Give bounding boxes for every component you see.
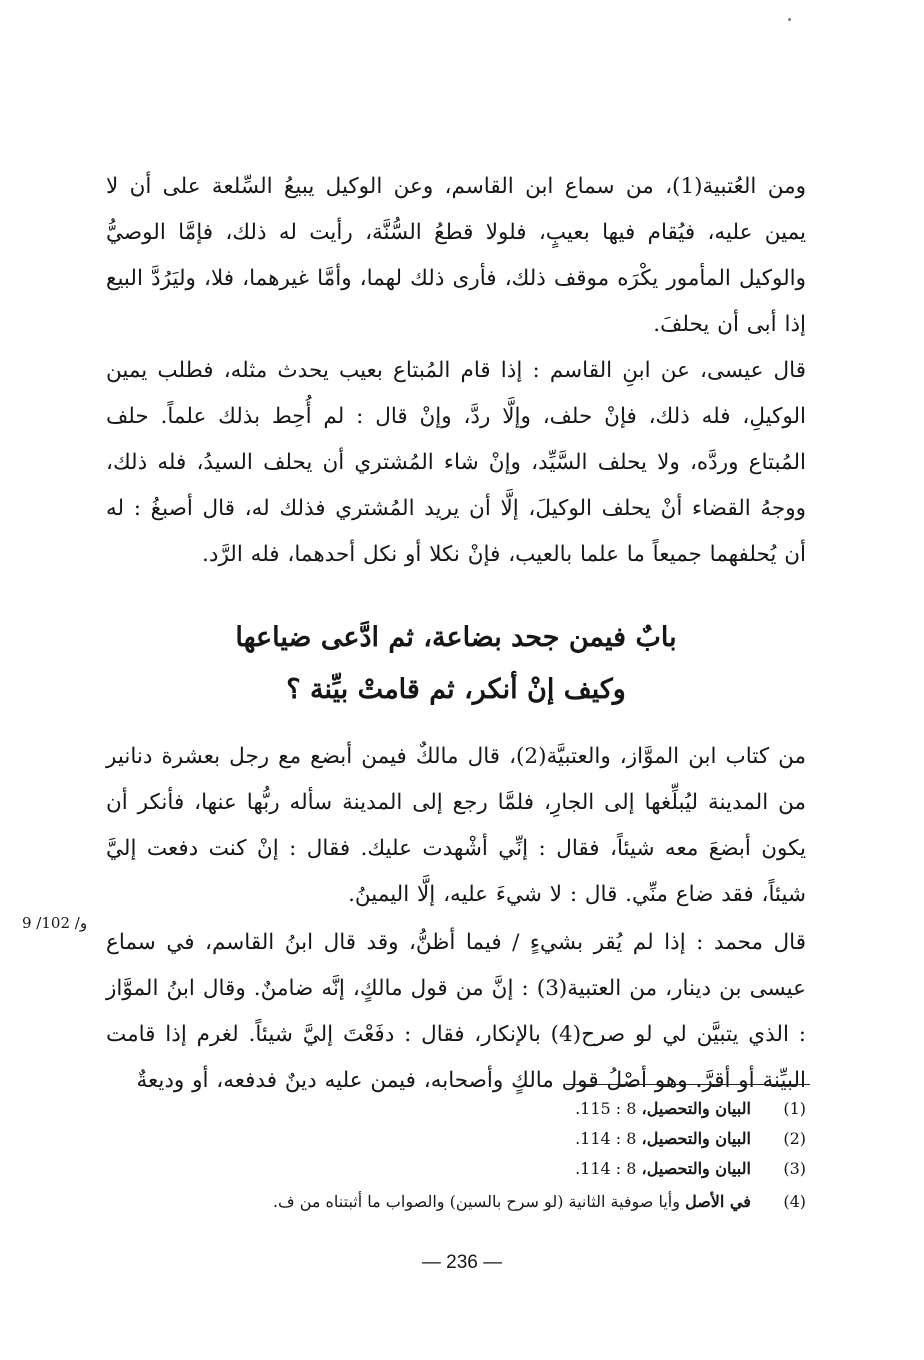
margin-folio-note: 9 /102 /و	[22, 914, 88, 932]
footnote-number: (3)	[783, 1159, 806, 1178]
paragraph-4: قال محمد : إذا لم يُقر بشيءٍ / فيما أظنُّ، وقد قال ابنُ القاسم، في سماع عيسى بن دينار، من العتبية(3) : إنَّ من قول مالكٍ، إنَّه ضامنٌ. وقال ابنُ الموَّاز : الذي يتبيَّن لي لو صرح(4) بالإنكار، فقال : دفَعْتَ إليَّ شيئاً. لغرم إذا قامت البيِّنة أو أقرَّ. وهو أصْلُ قول مالكٍ وأصحابه، فيمن عليه دينٌ فدفعه، أو وديعةٌ	[106, 929, 806, 1093]
section-heading	[106, 612, 806, 716]
footnote-2	[106, 1127, 806, 1151]
paragraph-2: قال عيسى، عن ابنِ القاسم : إذا قام المُبتاع بعيب يحدث مثله، فطلب يمين الوكيلِ، فله ذلك، فإنْ حلف، وإلَّا ردَّ، وإنْ قال : لم أُحِط بذلك علماً. حلف المُبتاع وردَّه، ولا يحلف السَّيِّد، وإنْ شاء المُشتري أن يحلف السيدُ، فله ذلك، ووجهُ القضاء أنْ يحلف الوكيلَ، إلَّا أن يريد المُشتري فذلك له، قال أصبغُ : له أن يُحلفهما جميعاً ما علما بالعيب، فإنْ نكلا أو نكل أحدهما، فله الرَّد.	[106, 357, 806, 567]
footnote-number: (2)	[783, 1129, 806, 1148]
heading-line-2: وكيف إنْ أنكر، ثم قامتْ بيِّنة ؟	[286, 674, 626, 705]
footnote-4	[106, 1190, 806, 1214]
paragraph-3: من كتاب ابن الموَّاز، والعتبيَّة(2)، قال مالكٌ فيمن أبضع مع رجل بعشرة دنانير من المدينة ليُبلِّغها إلى الجارِ، فلمَّا رجع إلى المدينة سأله ربُّها عنها، فأنكر أن يكون أبضعَ معه شيئاً، فقال : إنِّي أشْهدت عليك. فقال : إنْ كنت دفعت إليَّ شيئاً، فقد ضاع منِّي. قال : لا شيءَ عليه، إلَّا اليمينُ.	[106, 743, 806, 907]
scan-speck	[788, 18, 791, 21]
footnote-separator	[566, 1084, 810, 1085]
footnote-reference: البيان والتحصيل،	[641, 1159, 751, 1178]
footnote-1	[106, 1097, 806, 1121]
paragraph-1: ومن العُتبية(1)، من سماع ابن القاسم، وعن الوكيل يبيعُ السِّلعة على أن لا يمين عليه، فيُقام فيها بعيبٍ، فلولا قطعُ السُّنَّة، رأيت له ذلك، فإمَّا الوصيُّ والوكيل المأمور يكْرَه موقف ذلك، فأرى ذلك لهما، وأمَّا غيرهما، فلا، وليَرُدَّ البيع إذا أبى أن يحلفَ.	[106, 173, 806, 337]
footnote-reference: في الأصل	[685, 1192, 751, 1211]
footnote-reference: البيان والتحصيل،	[641, 1099, 751, 1118]
heading-line-1: بابٌ فيمن جحد بضاعة، ثم ادَّعى ضياعها	[235, 622, 677, 653]
footnote-text: 8 : 115.	[575, 1099, 637, 1118]
footnote-number: (1)	[783, 1099, 806, 1118]
footnote-text: وأيا صوفية الثانية (لو سرح بالسين) والصواب ما أثبتناه من ف.	[272, 1192, 680, 1211]
footnote-3	[106, 1157, 806, 1181]
footnote-reference: البيان والتحصيل،	[641, 1129, 751, 1148]
footnote-text: 8 : 114.	[575, 1159, 637, 1178]
footnote-number: (4)	[783, 1192, 806, 1211]
footnote-text: 8 : 114.	[575, 1129, 637, 1148]
page-number: — 236 —	[421, 1252, 503, 1273]
